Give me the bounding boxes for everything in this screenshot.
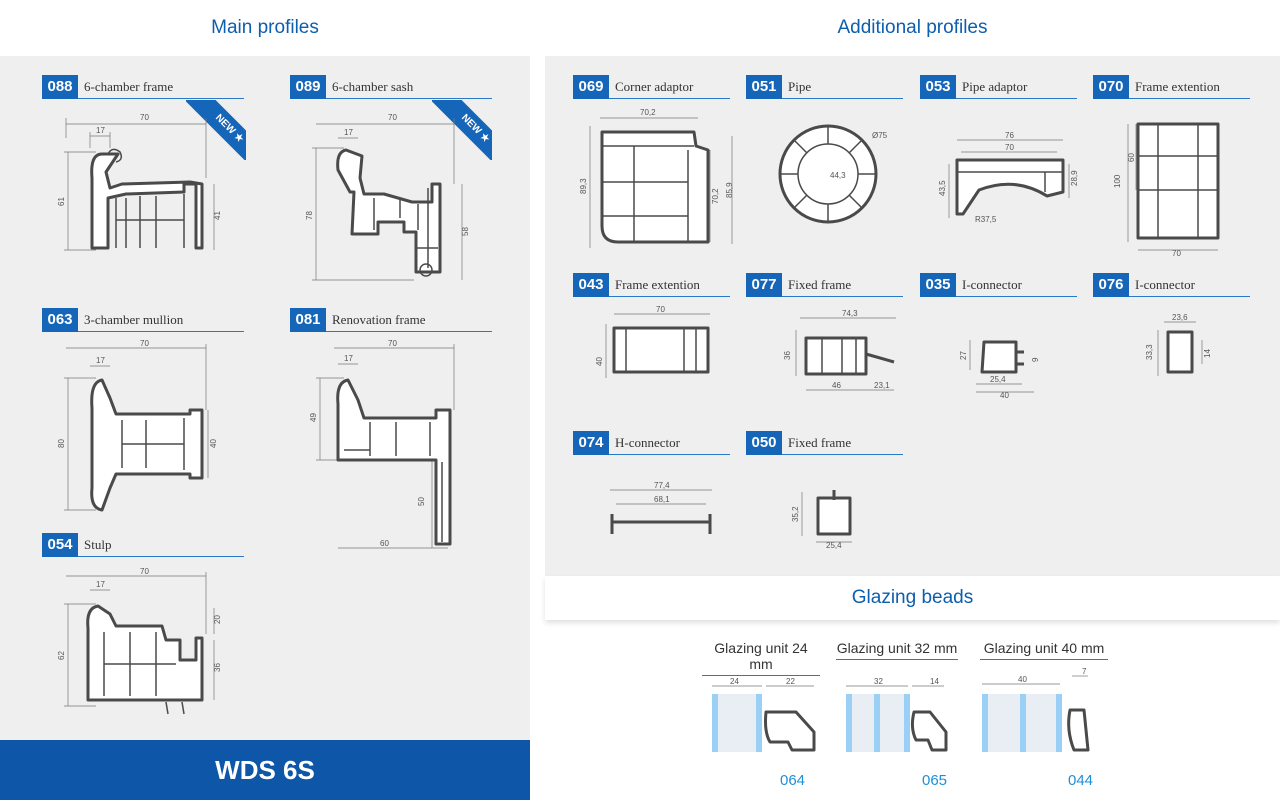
glazing-code-065[interactable]: 065 <box>922 772 948 789</box>
dim-label: 89,3 <box>579 178 588 194</box>
profile-title: 6-chamber sash <box>332 78 414 94</box>
dim-label: 58 <box>461 227 470 236</box>
dim-label: 17 <box>96 356 105 365</box>
profile-drawing-035 <box>956 330 1056 400</box>
profile-tag-050[interactable] <box>746 431 903 455</box>
dim-label: 14 <box>930 677 939 686</box>
dim-label: 80 <box>57 439 66 448</box>
dim-label: 41 <box>213 211 222 220</box>
profile-drawing-070 <box>1102 112 1242 262</box>
dim-label: 24 <box>730 677 739 686</box>
dim-label: 70 <box>388 339 397 348</box>
profile-drawing-053 <box>935 128 1085 238</box>
profile-drawing-088 <box>56 108 226 258</box>
profile-tag-089[interactable] <box>290 75 492 99</box>
profile-code: 035 <box>920 273 956 297</box>
dim-label: 62 <box>57 651 66 660</box>
dim-label: Ø75 <box>872 131 888 140</box>
dim-label: 35,2 <box>791 506 800 522</box>
profile-drawing-089 <box>304 108 474 288</box>
glazing-label-40: Glazing unit 40 mm <box>980 640 1108 660</box>
glazing-label-32: Glazing unit 32 mm <box>836 640 958 660</box>
dim-label: 9 <box>1031 357 1040 362</box>
profile-title: Renovation frame <box>332 311 426 327</box>
dim-label: R37,5 <box>975 215 997 224</box>
dim-label: 40 <box>209 439 218 448</box>
glazing-bead-drawing-064 <box>706 672 826 762</box>
dim-label: 60 <box>380 539 389 548</box>
profile-tag-053[interactable] <box>920 75 1077 99</box>
dim-label: 7 <box>1082 667 1087 676</box>
dim-label: 25,4 <box>826 541 842 550</box>
profile-code: 074 <box>573 431 609 455</box>
dim-label: 40 <box>595 357 604 366</box>
dim-label: 49 <box>309 413 318 422</box>
profile-drawing-077 <box>782 306 912 396</box>
glazing-code-064[interactable]: 064 <box>780 772 806 789</box>
dim-label: 70 <box>656 305 665 314</box>
dim-label: 77,4 <box>654 481 670 490</box>
profile-code: 053 <box>920 75 956 99</box>
profile-code: 070 <box>1093 75 1129 99</box>
profile-title: Fixed frame <box>788 276 852 292</box>
profile-drawing-081 <box>304 338 474 558</box>
dim-label: 70 <box>140 113 149 122</box>
profile-tag-081[interactable] <box>290 308 492 332</box>
brand-title: WDS 6S <box>0 740 530 800</box>
profile-tag-088[interactable] <box>42 75 244 99</box>
dim-label: 68,1 <box>654 495 670 504</box>
dim-label: 85,9 <box>725 182 734 198</box>
profile-title: H-connector <box>615 434 680 450</box>
profile-code: 063 <box>42 308 78 332</box>
profile-title: Pipe <box>788 78 812 94</box>
dim-label: 46 <box>832 381 841 390</box>
dim-label: 70 <box>1172 249 1181 258</box>
dim-label: 17 <box>96 126 105 135</box>
profile-code: 069 <box>573 75 609 99</box>
dim-label: 60 <box>1127 153 1136 162</box>
profile-title: Frame extention <box>615 276 700 292</box>
profile-code: 043 <box>573 273 609 297</box>
glazing-label-24: Glazing unit 24 mm <box>702 640 820 676</box>
new-badge-label: NEW <box>213 112 238 137</box>
dim-label: 40 <box>1018 675 1027 684</box>
new-badge: NEW ★ <box>186 100 246 160</box>
profile-code: 076 <box>1093 273 1129 297</box>
glazing-bead-drawing-044 <box>976 666 1106 762</box>
dim-label: 40 <box>1000 391 1009 400</box>
dim-label: 33,3 <box>1145 344 1154 360</box>
new-badge-label: NEW <box>459 112 484 137</box>
profile-code: 077 <box>746 273 782 297</box>
profile-code: 054 <box>42 533 78 557</box>
profile-title: Corner adaptor <box>615 78 694 94</box>
profile-drawing-050 <box>790 486 870 556</box>
dim-label: 44,3 <box>830 171 846 180</box>
dim-label: 70,2 <box>640 108 656 117</box>
profile-tag-051[interactable] <box>746 75 903 99</box>
dim-label: 70 <box>140 339 149 348</box>
profile-tag-077[interactable] <box>746 273 903 297</box>
profile-drawing-054 <box>56 568 226 718</box>
profile-code: 089 <box>290 75 326 99</box>
glazing-beads-header: Glazing beads <box>545 576 1280 620</box>
profile-title: Pipe adaptor <box>962 78 1028 94</box>
dim-label: 23,6 <box>1172 313 1188 322</box>
profile-title: I-connector <box>962 276 1022 292</box>
glazing-code-044[interactable]: 044 <box>1068 772 1094 789</box>
profile-tag-063[interactable] <box>42 308 244 332</box>
profile-drawing-063 <box>56 338 226 528</box>
profile-title: Stulp <box>84 536 112 552</box>
profile-tag-054[interactable] <box>42 533 244 557</box>
dim-label: 36 <box>783 351 792 360</box>
dim-label: 50 <box>417 497 426 506</box>
profile-drawing-074 <box>604 480 724 540</box>
dim-label: 20 <box>213 615 222 624</box>
dim-label: 70,2 <box>711 188 720 204</box>
dim-label: 23,1 <box>874 381 890 390</box>
profile-drawing-069 <box>578 106 738 256</box>
dim-label: 17 <box>344 128 353 137</box>
profile-tag-043[interactable] <box>573 273 730 297</box>
profile-title: I-connector <box>1135 276 1195 292</box>
dim-label: 22 <box>786 677 795 686</box>
dim-label: 27 <box>959 351 968 360</box>
main-profiles-header: Main profiles <box>0 0 530 56</box>
dim-label: 74,3 <box>842 309 858 318</box>
profile-title: 6-chamber frame <box>84 78 174 94</box>
profile-tag-076[interactable] <box>1093 273 1250 297</box>
dim-label: 25,4 <box>990 375 1006 384</box>
dim-label: 76 <box>1005 131 1014 140</box>
dim-label: 43,5 <box>938 180 947 196</box>
dim-label: 78 <box>305 211 314 220</box>
profile-tag-074[interactable] <box>573 431 730 455</box>
dim-label: 61 <box>57 197 66 206</box>
dim-label: 32 <box>874 677 883 686</box>
additional-profiles-header: Additional profiles <box>545 0 1280 56</box>
profile-tag-070[interactable] <box>1093 75 1250 99</box>
profile-title: Fixed frame <box>788 434 852 450</box>
dim-label: 28,9 <box>1070 170 1079 186</box>
dim-label: 70 <box>140 567 149 576</box>
dim-label: 14 <box>1203 349 1212 358</box>
profile-tag-069[interactable] <box>573 75 730 99</box>
dim-label: 100 <box>1113 174 1122 188</box>
dim-label: 70 <box>388 113 397 122</box>
profile-title: 3-chamber mullion <box>84 311 184 327</box>
profile-drawing-051 <box>774 120 894 240</box>
dim-label: 36 <box>213 663 222 672</box>
profile-tag-035[interactable] <box>920 273 1077 297</box>
new-badge: NEW ★ <box>432 100 492 160</box>
profile-code: 081 <box>290 308 326 332</box>
glazing-bead-drawing-065 <box>840 672 960 762</box>
profile-code: 051 <box>746 75 782 99</box>
dim-label: 17 <box>344 354 353 363</box>
profile-title: Frame extention <box>1135 78 1220 94</box>
profile-code: 050 <box>746 431 782 455</box>
profile-drawing-076 <box>1146 310 1226 390</box>
profile-code: 088 <box>42 75 78 99</box>
dim-label: 70 <box>1005 143 1014 152</box>
dim-label: 17 <box>96 580 105 589</box>
profile-drawing-043 <box>596 306 726 386</box>
